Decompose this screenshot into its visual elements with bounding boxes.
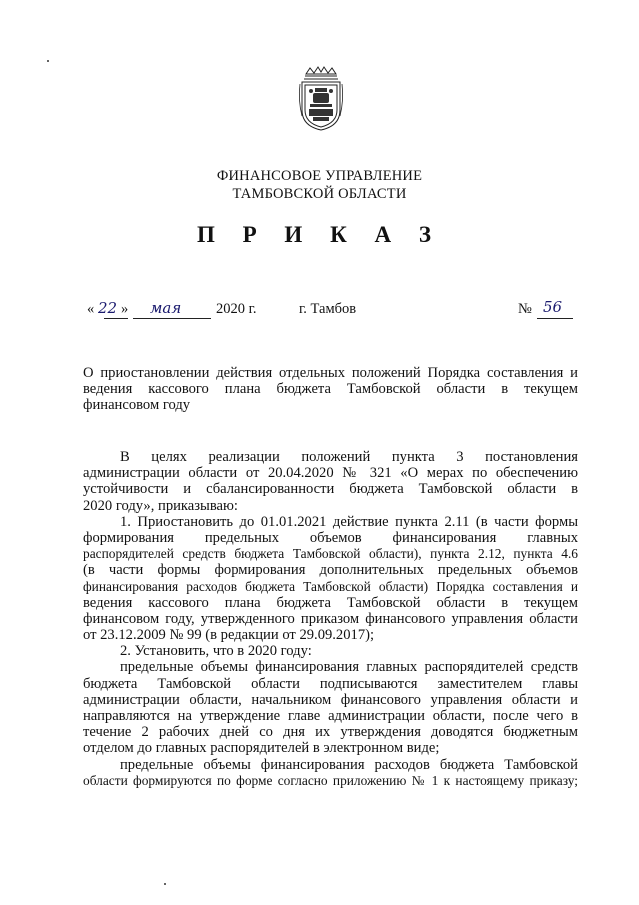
body-line: предельные объемы финансирования расходов бюджета Тамбовской — [120, 756, 578, 773]
subject-line: финансовом году — [83, 397, 191, 414]
body-line: 2. Установить, что в 2020 году: — [120, 643, 312, 660]
number-underline — [537, 318, 573, 319]
date-close-quote: » — [121, 301, 129, 317]
body-line: 2020 году», приказываю: — [83, 497, 238, 514]
body-line: распорядителей средств бюджета Тамбовской области), пункта 2.12, пункта 4.6 — [83, 546, 578, 562]
body-line: финансовом году, утвержденного приказом финансового управления области — [83, 610, 578, 627]
body-line: финансирования расходов бюджета Тамбовской области) Порядка составления и — [83, 578, 578, 594]
order-subject — [83, 366, 578, 415]
date-day: 22 — [98, 299, 118, 317]
body-line: 1. Приостановить до 01.01.2021 действие пункта 2.11 (в части формы — [120, 513, 578, 530]
order-number: 56 — [543, 298, 563, 316]
body-line: отделом до главных распорядителей в электронном виде; — [83, 740, 440, 757]
body-line: (в части формы формирования дополнительных предельных объемов — [83, 562, 578, 579]
body-line: бюджета Тамбовской области подписываются заместителем главы — [83, 675, 578, 692]
body-line: предельные объемы финансирования главных распорядителей средств — [120, 659, 578, 676]
body-line: устойчивости и сбалансированности бюджета Тамбовской области в — [83, 481, 578, 498]
month-underline — [133, 318, 211, 319]
coat-of-arms-icon — [296, 66, 346, 132]
body-line: области формируются по форме согласно приложению № 1 к настоящему приказу; — [83, 772, 578, 788]
date-year: 2020 г. — [216, 301, 257, 317]
city-name: г. Тамбов — [299, 301, 357, 317]
day-underline — [104, 318, 128, 319]
subject-line: ведения кассового плана бюджета Тамбовской области в текущем — [83, 381, 578, 398]
scan-speck — [164, 883, 166, 885]
body-line: от 23.12.2009 № 99 (в редакции от 29.09.2017); — [83, 627, 375, 644]
scan-speck — [47, 60, 49, 62]
doc-type-title: П Р И К А З — [196, 222, 442, 247]
subject-line: О приостановлении действия отдельных положений Порядка составления и — [83, 365, 578, 381]
body-line: направляются на утверждение главе администрации области, после чего в — [83, 708, 578, 724]
body-line: течение 2 рабочих дней со дня их утверждения доводятся бюджетным — [83, 724, 578, 741]
date-month: мая — [150, 299, 182, 317]
order-body — [83, 449, 578, 789]
body-line: В целях реализации положений пункта 3 постановления — [120, 449, 578, 465]
body-line: администрации области от 20.04.2020 № 321 «О мерах по обеспечению — [83, 465, 578, 482]
number-label: № — [518, 301, 532, 317]
body-line: администрации области, начальником финансового управления области и — [83, 691, 578, 708]
body-line: формирования предельных объемов финансирования главных — [83, 529, 578, 546]
date-open-quote: « — [87, 301, 95, 317]
org-name-line2: ТАМБОВСКОЙ ОБЛАСТИ — [232, 186, 407, 202]
body-line: ведения кассового плана бюджета Тамбовской области в текущем — [83, 594, 578, 611]
org-name-line1: ФИНАНСОВОЕ УПРАВЛЕНИЕ — [216, 168, 423, 184]
